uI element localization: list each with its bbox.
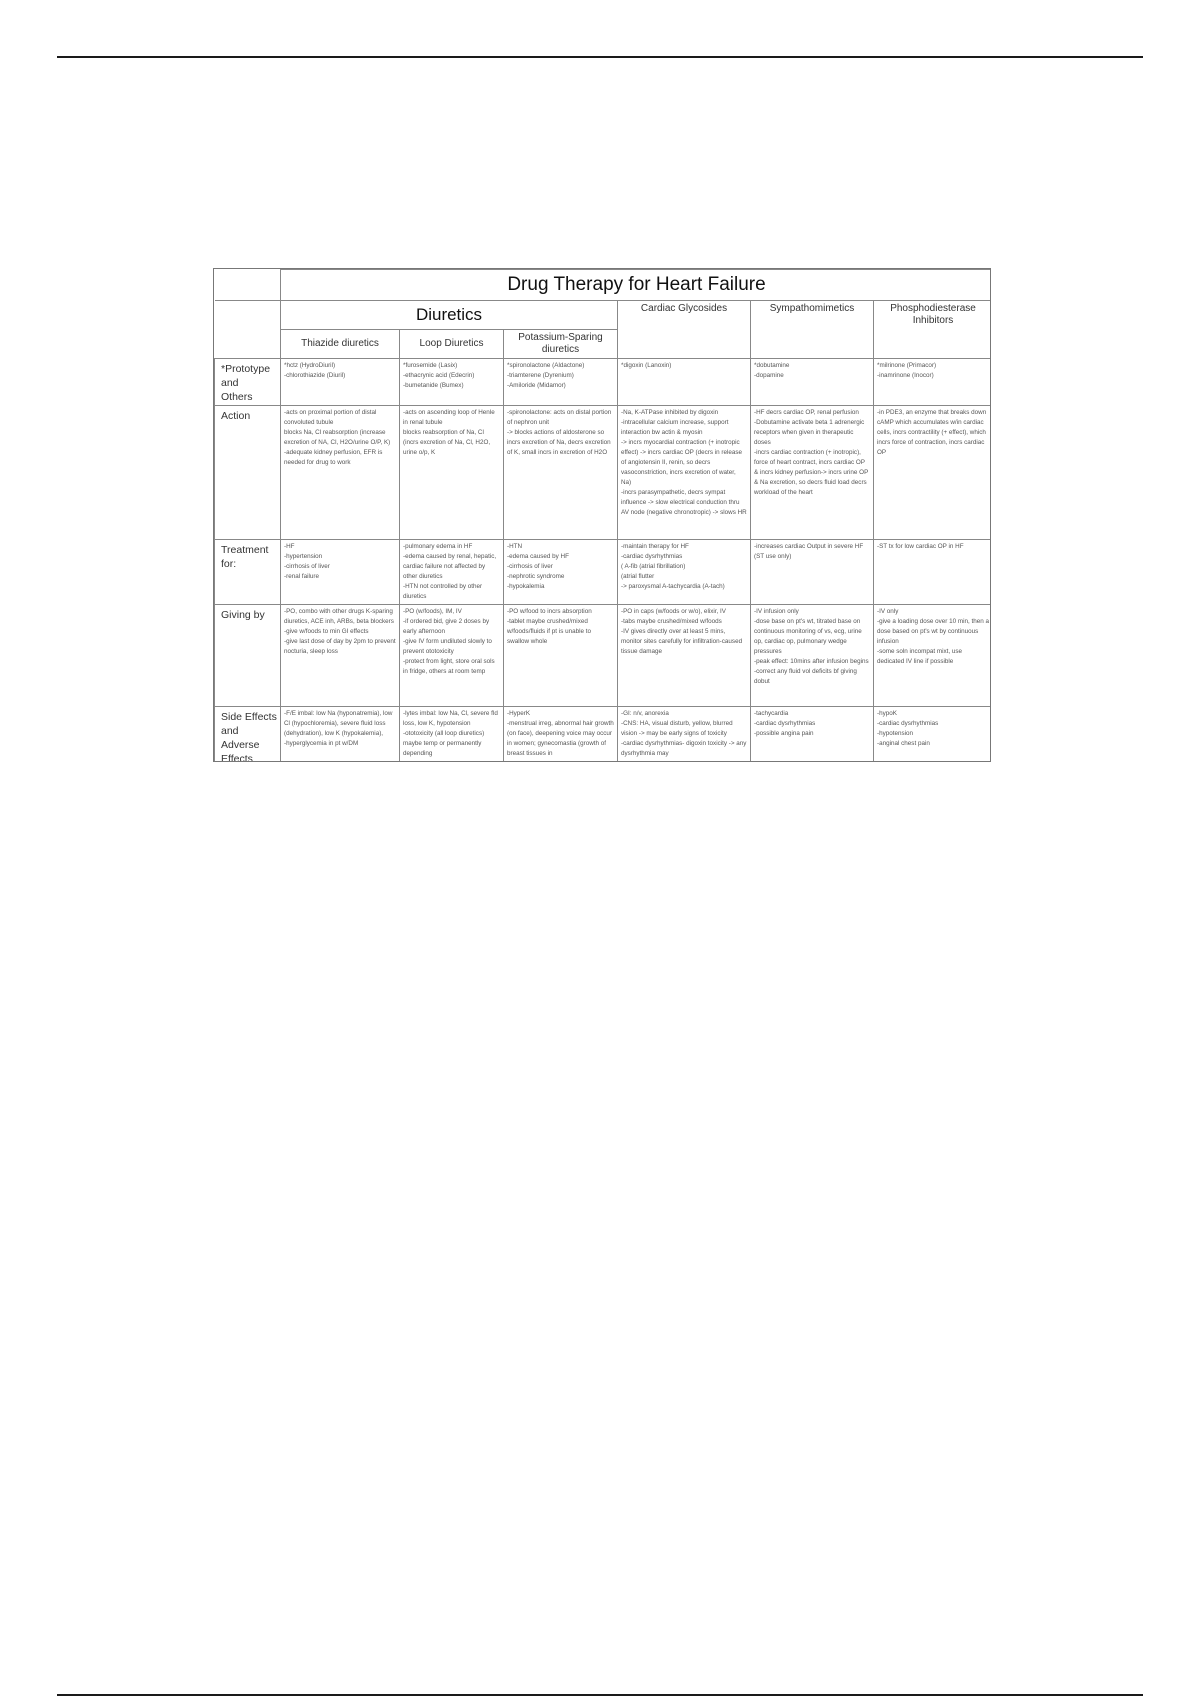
bottom-rule: [57, 1694, 1143, 1696]
col-header-potassium-sparing: Potassium-Sparing diuretics: [504, 330, 618, 359]
col-header-phosphodiesterase: Phosphodiesterase Inhibitors: [874, 301, 992, 359]
table-cell: *hctz (HydroDiuril) -chlorothiazide (Diuril): [281, 359, 400, 406]
table-cell: -PO (w/foods), IM, IV -if ordered bid, give 2 doses by early afternoon -give IV form undiluted slowly to prevent ototoxicity -protect from light, store oral sols in fridge, others at room temp: [400, 605, 504, 707]
table-cell: -HyperK -menstrual irreg, abnormal hair growth (on face), deepening voice may occur in women; gynecomastia (growth of breast tissues in: [504, 707, 618, 763]
row-header-giving-by: Giving by: [215, 605, 281, 707]
table-cell: -in PDE3, an enzyme that breaks down cAMP which accumulates w/in cardiac cells, incrs contractility (+ effect), which incrs force of contraction, incrs cardiac OP: [874, 406, 992, 540]
table-cell: -IV infusion only -dose base on pt's wt, titrated base on continuous monitoring of vs, ecg, urine op, cardiac op, pulmonary wedge pressures -peak effect: 10mins after infusion begins -correct any fluid vol deficits bf giving dobut: [751, 605, 874, 707]
embedded-table-image: [213, 268, 991, 762]
table-cell: *dobutamine -dopamine: [751, 359, 874, 406]
table-row: [215, 605, 992, 707]
table-cell: *digoxin (Lanoxin): [618, 359, 751, 406]
table-cell: -IV only -give a loading dose over 10 min, then a dose based on pt's wt by continuous infusion -some soln incompat mixt, use dedicated IV line if possible: [874, 605, 992, 707]
col-header-thiazide: Thiazide diuretics: [281, 330, 400, 359]
table-cell: -HTN -edema caused by HF -cirrhosis of liver -nephrotic syndrome -hypokalemia: [504, 540, 618, 605]
row-header-prototype: *Prototype and Others: [215, 359, 281, 406]
table-row: [215, 540, 992, 605]
col-header-loop: Loop Diuretics: [400, 330, 504, 359]
table-cell: -Na, K-ATPase inhibited by digoxin -intracellular calcium increase, support interaction bw actin & myosin -> incrs myocardial contraction (+ inotropic effect) -> incrs cardiac OP (decrs in release of angiotensin II, renin, so decrs vasoconstriction, incrs excretion of water, Na) -incrs parasympathetic, decrs sympat influence -> slow electrical conduction thru AV node (negative chronotropic) -> slows HR: [618, 406, 751, 540]
table-row: [215, 406, 992, 540]
table-cell: -tachycardia -cardiac dysrhythmias -possible angina pain: [751, 707, 874, 763]
row-header-treatment: Treatment for:: [215, 540, 281, 605]
table-cell: -pulmonary edema in HF -edema caused by renal, hepatic, cardiac failure not affected by other diuretics -HTN not controlled by other diuretics: [400, 540, 504, 605]
table-row: [215, 359, 992, 406]
table-cell: *milrinone (Primacor) -inamrinone (Inocor): [874, 359, 992, 406]
table-cell: -PO, combo with other drugs K-sparing diuretics, ACE inh, ARBs, beta blockers -give w/foods to min GI effects -give last dose of day by 2pm to prevent nocturia, sleep loss: [281, 605, 400, 707]
diuretics-group-header: Diuretics: [281, 301, 618, 330]
table-cell: -acts on proximal portion of distal convoluted tubule blocks Na, Cl reabsorption (increase excretion of NA, Cl, H2O/urine O/P, K) -adequate kidney perfusion, EFR is needed for drug to work: [281, 406, 400, 540]
table-cell: -PO w/food to incrs absorption -tablet maybe crushed/mixed w/foods/fluids if pt is unable to swallow whole: [504, 605, 618, 707]
table-cell: -PO in caps (w/foods or w/o), elixir, IV -tabs maybe crushed/mixed w/foods -IV gives directly over at least 5 mins, monitor sites carefully for infiltration-caused tissue damage: [618, 605, 751, 707]
col-header-sympathomimetics: Sympathomimetics: [751, 301, 874, 359]
table-title: Drug Therapy for Heart Failure: [281, 270, 992, 301]
table-cell: -ST tx for low cardiac OP in HF: [874, 540, 992, 605]
table-cell: -maintain therapy for HF -cardiac dysrhythmias ( A-fib (atrial fibrillation) (atrial flutter -> paroxysmal A-tachycardia (A-tach): [618, 540, 751, 605]
table-cell: -acts on ascending loop of Henle in renal tubule blocks reabsorption of Na, Cl (incrs excretion of Na, Cl, H2O, urine o/p, K: [400, 406, 504, 540]
col-header-cardiac-glycosides: Cardiac Glycosides: [618, 301, 751, 359]
row-header-action: Action: [215, 406, 281, 540]
table-cell: -HF -hypertension -cirrhosis of liver -renal failure: [281, 540, 400, 605]
table-cell: *furosemide (Lasix) -ethacrynic acid (Edecrin) -bumetanide (Bumex): [400, 359, 504, 406]
table-cell: -spironolactone: acts on distal portion of nephron unit -> blocks actions of aldosterone so incrs excretion of Na, decrs excretion of K, small incrs in excretion of H2O: [504, 406, 618, 540]
table-cell: -increases cardiac Output in severe HF (ST use only): [751, 540, 874, 605]
table-cell: -hypoK -cardiac dysrhythmias -hypotension -anginal chest pain: [874, 707, 992, 763]
table-cell: -HF decrs cardiac OP, renal perfusion -Dobutamine activate beta 1 adrenergic receptors when given in therapeutic doses -incrs cardiac contraction (+ inotropic), force of heart contract, incrs cardiac OP & incrs kidney perfusion-> incrs urine OP & Na excretion, so decrs fluid load decrs workload of the heart: [751, 406, 874, 540]
table-cell: -GI: n/v, anorexia -CNS: HA, visual disturb, yellow, blurred vision -> may be early signs of toxicity -cardiac dysrhythmias- digoxin toxicity -> any dysrhythmia may: [618, 707, 751, 763]
row-header-side-effects: Side Effects and Adverse Effects: [215, 707, 281, 763]
table-cell: -lytes imbal: low Na, Cl, severe fld loss, low K, hypotension -ototoxicity (all loop diuretics) maybe temp or permanently depending: [400, 707, 504, 763]
table-row: [215, 707, 992, 763]
table-cell: -F/E imbal: low Na (hyponatremia), low Cl (hypochloremia), severe fluid loss (dehydration), low K (hypokalemia), -hyperglycemia in pt w/DM: [281, 707, 400, 763]
top-rule: [57, 56, 1143, 58]
drug-therapy-table: [214, 269, 991, 762]
table-cell: *spironolactone (Aldactone) -triamterene (Dyrenium) -Amiloride (Midamor): [504, 359, 618, 406]
